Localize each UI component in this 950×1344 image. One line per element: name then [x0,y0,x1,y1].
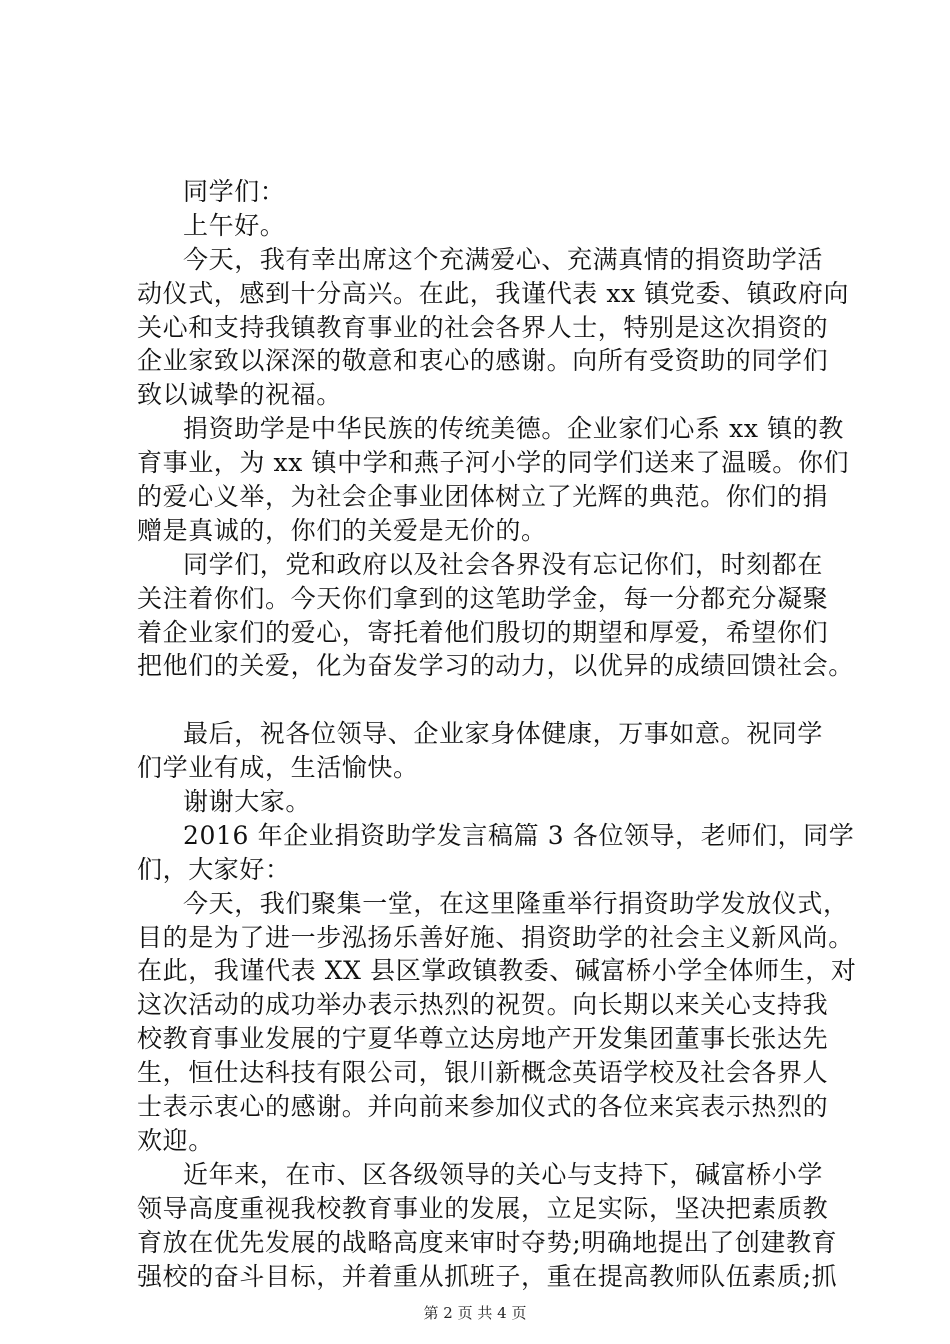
text-line: 谢谢大家。 [183,787,312,817]
text-line: 育事业，为 xx 镇中学和燕子河小学的同学们送来了温暖。你们 [137,448,850,478]
text-line: 2016 年企业捐资助学发言稿篇 3 各位领导，老师们，同学 [183,820,855,850]
text-line: 同学们： [183,177,286,206]
text-line: 今天，我有幸出席这个充满爱心、充满真情的捐资助学活 [183,244,824,274]
text-line: 关心和支持我镇教育事业的社会各界人士，特别是这次捐资的 [137,312,829,342]
text-line: 致以诚挚的祝福。 [137,380,342,410]
text-line: 近年来，在市、区各级领导的关心与支持下，碱富桥小学 [183,1159,824,1189]
text-line: 今天，我们聚集一堂，在这里隆重举行捐资助学发放仪式， [183,888,849,918]
text-line: 捐资助学是中华民族的传统美德。企业家们心系 xx 镇的教 [183,414,844,444]
text-line: 动仪式，感到十分高兴。在此，我谨代表 xx 镇党委、镇政府向 [137,278,850,308]
text-line: 领导高度重视我校教育事业的发展，立足实际，坚决把素质教 [137,1193,829,1223]
text-line: 赠是真诚的，你们的关爱是无价的。 [137,515,547,545]
text-line: 在此，我谨代表 XX 县区掌政镇教委、碱富桥小学全体师生，对 [137,956,857,986]
text-line: 欢迎。 [137,1125,214,1155]
text-line: 着企业家们的爱心，寄托着他们殷切的期望和厚爱，希望你们 [137,617,829,647]
text-line: 同学们，党和政府以及社会各界没有忘记你们，时刻都在 [183,549,824,579]
text-line: 强校的奋斗目标，并着重从抓班子，重在提高教师队伍素质;抓 [137,1261,838,1291]
text-line: 关注着你们。今天你们拿到的这笔助学金，每一分都充分凝聚 [137,583,829,613]
text-line: 的爱心义举，为社会企事业团体树立了光辉的典范。你们的捐 [137,482,829,512]
text-line: 这次活动的成功举办表示热烈的祝贺。向长期以来关心支持我 [137,990,829,1020]
text-line: 企业家致以深深的敬意和衷心的感谢。向所有受资助的同学们 [137,346,829,376]
text-line: 生，恒仕达科技有限公司，银川新概念英语学校及社会各界人 [137,1058,829,1088]
text-line: 校教育事业发展的宁夏华尊立达房地产开发集团董事长张达先 [137,1024,829,1054]
text-line: 士表示衷心的感谢。并向前来参加仪式的各位来宾表示热烈的 [137,1092,829,1122]
text-line: 最后，祝各位领导、企业家身体健康，万事如意。祝同学 [183,719,824,749]
text-line: 目的是为了进一步泓扬乐善好施、捐资助学的社会主义新风尚。 [137,922,854,952]
text-line: 上午好。 [183,210,286,240]
text-line: 把他们的关爱，化为奋发学习的动力，以优异的成绩回馈社会。 [137,651,854,681]
document-body [137,175,857,1293]
text-line: 育放在优先发展的战略高度来审时夺势;明确地提出了创建教育 [137,1227,838,1257]
text-line: 们学业有成，生活愉快。 [137,753,419,783]
page-footer: 第 2 页 共 4 页 [423,1304,527,1322]
blank-line [137,683,852,717]
text-line: 们，大家好： [137,854,291,884]
